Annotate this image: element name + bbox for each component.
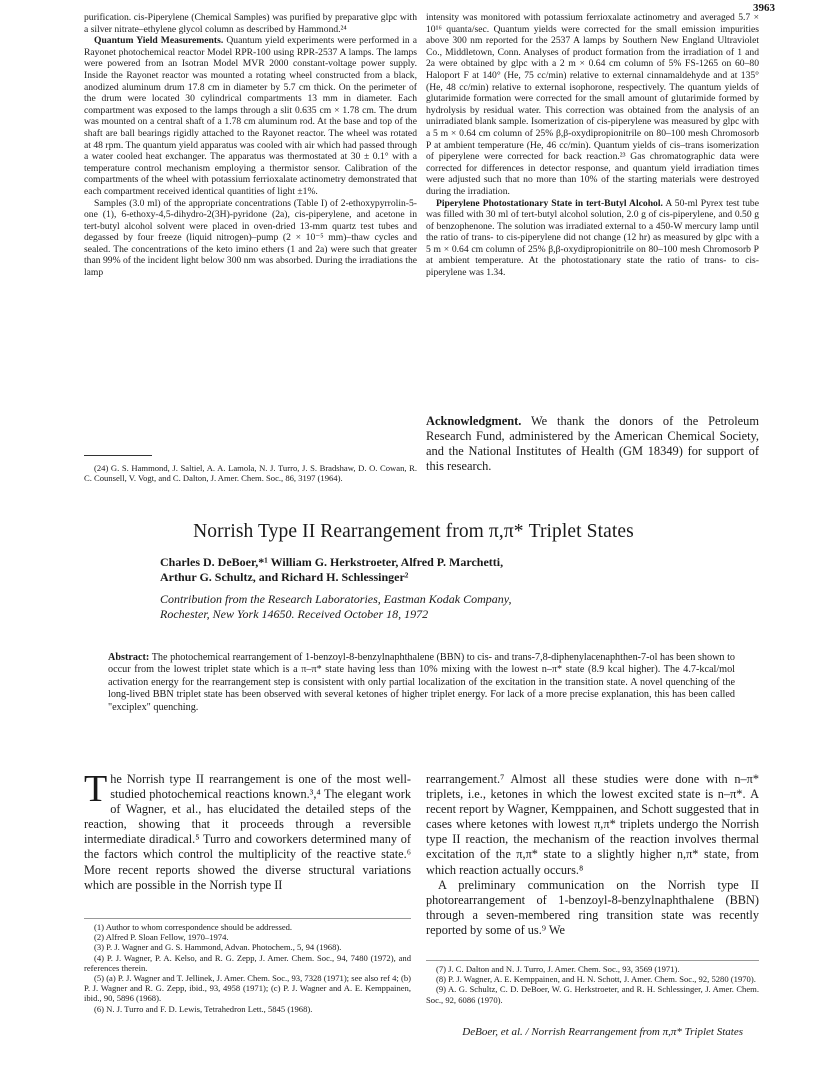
affiliation [160,592,760,622]
section-runin-heading: Piperylene Photostationary State in tert-Butyl Alcohol. [436,197,663,209]
footnote: (3) P. J. Wagner and G. S. Hammond, Advan. Photochem., 5, 94 (1968). [94,942,342,953]
acknowledgment [426,414,759,474]
abstract-text: The photochemical rearrangement of 1-benzoyl-8-benzylnaphthalene (BBN) to cis- and trans-7,8-diphenylacenaphthen-7-ol has been shown to occur from the lowest triplet state which is a π–π* state having less than 10% mixing with the lowest n–π* state (8.9 kcal higher). The 4.7-kcal/mol activation energy for the rearrangement step is consistent with only partial localization of the excitation in the transition state. A novel quenching of the long-lived BBN triplet state has been observed with several ketones of higher triplet energy. For lack of a more precise explanation, this has been called "exciplex" quenching. [108,652,735,713]
footnote: (1) Author to whom correspondence should be addressed. [94,922,293,932]
paragraph: Samples (3.0 ml) of the appropriate concentrations (Table I) of 2-ethoxypyrrolin-5-one (1), 6-ethoxy-4,5-dihydro-2(3H)-pyridone (2a), cis-piperylene, and acetone in tert-butyl alcohol solvent were placed in oven-dried 13-mm quartz test tubes and degassed by four freeze (liquid nitrogen)–pump (2 × 10⁻⁵ mm)–thaw cycles and sealed. The concentrations of the keto imino ethers (1 and 2a) were such that greater than 99% of the incident light below 300 nm was absorbed. During the irradiations the lamp [84,197,417,279]
paragraph [426,198,759,279]
running-footer: DeBoer, et al. / Norrish Rearrangement from π,π* Triplet States [462,1026,743,1038]
author-line: Arthur G. Schultz, and Richard H. Schlessinger² [160,570,409,584]
experimental-column-right [426,12,759,279]
author-list [160,555,760,585]
paragraph-text: he Norrish type II rearrangement is one of the most well-studied photochemical reactions known.³,⁴ The elegant work of Wagner, et al., has elucidated the detailed steps of the reaction, showing that it proceeds through a reversible intermediate diradical.⁵ Turro and coworkers determined many of the factors which control the multiplicity of the reactive state.⁶ More recent reports showed the diverse structural variations which are possible in the Norrish type II [84,772,411,892]
paragraph: purification. cis-Piperylene (Chemical Samples) was purified by preparative glpc with a silver nitrate–ethylene glycol column as described by Hammond.²⁴ [84,12,417,35]
footnote: (8) P. J. Wagner, A. E. Kemppainen, and H. N. Schott, J. Amer. Chem. Soc., 92, 5280 (1970). [436,974,756,985]
abstract-heading: Abstract: [108,652,150,663]
paragraph: rearrangement.⁷ Almost all these studies were done with n–π* triplets, i.e., ketones in which the lowest excited state is n–π*. A recent report by Wagner, Kemppainen, and Schott suggested that in cases where ketones with lowest π,π* triplets undergo the Norrish type II reaction, the mechanism of the reaction involves thermal excitation of the π,π* state to a slightly higher n,π* state, from which reaction actually occurs.⁸ [426,772,759,877]
paragraph [84,35,417,197]
experimental-column-left [84,12,417,279]
footnote: (2) Alfred P. Sloan Fellow, 1970–1974. [94,932,229,943]
footnote: (7) J. C. Dalton and N. J. Turro, J. Amer. Chem. Soc., 93, 3569 (1971). [436,964,680,974]
drop-cap: T [84,768,108,810]
footnotes-left [84,922,411,1014]
abstract [108,652,735,714]
intro-column-left [84,768,411,893]
footnote: (4) P. J. Wagner, P. A. Kelso, and R. G. Zepp, J. Amer. Chem. Soc., 94, 7480 (1972), and references therein. [84,952,411,973]
footnote: (5) (a) P. J. Wagner and T. Jellinek, J. Amer. Chem. Soc., 93, 7328 (1971); see also ref 4; (b) P. J. Wagner and R. G. Zepp, ibid., 93, 4958 (1971); (c) P. J. Wagner and A. E. Kemppainen, ibid., 90, 5896 (1968). [84,973,411,1004]
affiliation-line: Contribution from the Research Laboratories, Eastman Kodak Company, [160,592,512,606]
author-line: Charles D. DeBoer,*¹ William G. Herkstroeter, Alfred P. Marchetti, [160,555,504,569]
footnote-divider [84,918,411,919]
paragraph: A preliminary communication on the Norrish type II photorearrangement of 1-benzoyl-8-benzylnaphthalene (BBN) through a seven-membered ring transition state was recently reported by some of us.⁹ We [426,877,759,937]
paragraph: intensity was monitored with potassium ferrioxalate actinometry and averaged 5.7 × 10¹⁶ quanta/sec. Quantum yields were corrected for the small emission impurities above 300 nm reported for the 2537 A lamps by Southern New England Ultraviolet Co., Middletown, Conn. Analyses of product formation from the irradiation of 1 and 2a were obtained by glpc with a 2 m × 0.64 cm column of 5% FS-1265 on 60–80 Haloport F at 140° (He, 75 cc/min) relative to external cinnamaldehyde and at 135° (He, 48 cc/min) relative to external isophorone, respectively. The quantum yields of glutarimide formation were corrected for the small amount of glutarimide formed by hydrolysis by residual water. This correction was obtained from the analysis of an unirradiated blank sample. Isomerization of cis-piperylene was measured by glpc with a 5 m × 0.64 cm column of 25% β,β-oxydipropionitrile on 80–100 mesh Chromosorb P at ambient temperature (He, 46 cc/min). Quantum yields of cis–trans isomerization of piperylene were corrected for back reaction.²³ Gas chromatographic data were corrected for differences in detector response, and quantum yield irradiation times were adjusted such that no more than 10% of the starting materials were destroyed during the irradiation. [426,12,759,197]
page-number: 3963 [753,2,775,14]
paragraph [84,768,411,893]
paragraph-text: A 50-ml Pyrex test tube was filled with 30 ml of tert-butyl alcohol solution, 2.0 g of cis-piperylene, and 0.50 g of benzophenone. The solution was irradiated external to a 450-W mercury lamp until the ratio of trans- to cis-piperylene did not change (12 hr) as measured by glpc with a 5 m × 0.64 cm column of 25% β,β-oxydipropionitrile on 80–100 mesh Chromosorb P at ambient temperature. At the photostationary state the ratio of trans- to cis-piperylene was 1.34. [426,197,759,279]
footnote-divider [426,960,759,961]
footnote-divider [84,455,152,456]
footnotes-right [426,964,759,1005]
affiliation-line: Rochester, New York 14650. Received October 18, 1972 [160,607,429,621]
paragraph-text: Quantum yield experiments were performed in a Rayonet photochemical reactor Model RPR-100 using RPR-2537 A lamps. The lamps were powered from an Isotran Model MVR 2000 constant-voltage power supply. Inside the Rayonet reactor was mounted a rotating wheel constructed from a black, anodized aluminum drum 17.8 cm in diameter by 5.7 cm thick. On the perimeter of the drum were located 30 cylindrical compartments 13 mm in diameter. Each compartment was exposed to the lamps through a slit 0.635 cm × 1.78 cm. The drum was mounted on a central shaft of a 1.78 cm aluminum rod. At the base and top of the shaft are ball bearings rigidly attached to the Rayonet reactor. The wheel was rotated at 48 rpm. The quantum yield apparatus was cooled with air which had passed through a water cooled heat exchanger. The apparatus was thermostated at 30 ± 0.1° with a temperature control mechanism employing a thermistor sensor. Calibration of the compartments of the wheel with potassium ferrioxalate actinometry demonstrated that each compartment received identical quantities of light ±1%. [84,35,418,197]
acknowledgment-text: We thank the donors of the Petroleum Research Fund, administered by the American Chemical Society, and the National Institutes of Health (GM 18349) for support of this research. [426,414,759,473]
intro-column-right [426,772,759,938]
section-runin-heading: Quantum Yield Measurements. [94,35,224,47]
article-title: Norrish Type II Rearrangement from π,π* Triplet States [193,521,634,542]
footnote-24: (24) G. S. Hammond, J. Saltiel, A. A. Lamola, N. J. Turro, J. S. Bradshaw, D. O. Cowan, R. C. Counsell, V. Vogt, and C. Dalton, J. Amer. Chem. Soc., 86, 3197 (1964). [84,463,417,484]
footnote: (6) N. J. Turro and F. D. Lewis, Tetrahedron Lett., 5845 (1968). [94,1003,313,1014]
footnote: (9) A. G. Schultz, C. D. DeBoer, W. G. Herkstroeter, and R. H. Schlessinger, J. Amer. Chem. Soc., 92, 6086 (1970). [426,984,759,1005]
acknowledgment-heading: Acknowledgment. [426,414,522,428]
